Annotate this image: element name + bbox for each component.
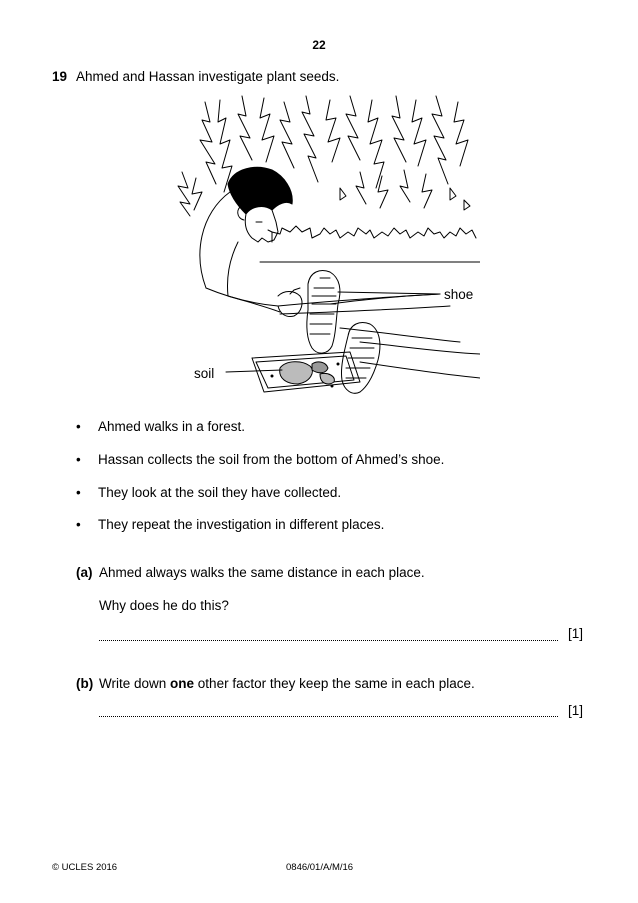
hassan-figure [200,167,450,316]
part-a-label: (a) [76,565,93,580]
ahmed-legs [330,294,480,378]
shoe-leader-line [338,292,440,294]
hedge [260,226,480,262]
bullet-item: • They repeat the investigation in different places. [76,517,385,532]
part-b-text: Write down one other factor they keep the same in each place. [99,676,475,691]
shoe-label: shoe [444,287,474,302]
part-b-label: (b) [76,676,94,691]
part-b-marks: [1] [568,703,584,718]
bullet-item: • Ahmed walks in a forest. [76,419,246,434]
page-number: 22 [312,38,326,52]
footer-code: 0846/01/A/M/16 [286,862,354,873]
part-a-prompt: Why does he do this? [99,598,229,613]
soil-leader-line [226,370,282,372]
part-a-answer-line[interactable] [99,640,558,641]
part-a-marks: [1] [568,626,584,641]
part-a-text: Ahmed always walks the same distance in each place. [99,565,425,580]
question-text: Ahmed and Hassan investigate plant seeds. [76,69,340,84]
soil-label: soil [194,366,215,381]
part-b-answer-line[interactable] [99,716,558,717]
bullet-item: • They look at the soil they have collected. [76,485,342,500]
forest-trees [178,96,470,216]
question-number: 19 [52,69,68,84]
investigation-illustration [160,92,480,404]
lower-shoe [341,323,379,394]
bullet-item: • Hassan collects the soil from the bottom of Ahmed’s shoe. [76,452,445,467]
footer-copyright: © UCLES 2016 [52,862,118,873]
